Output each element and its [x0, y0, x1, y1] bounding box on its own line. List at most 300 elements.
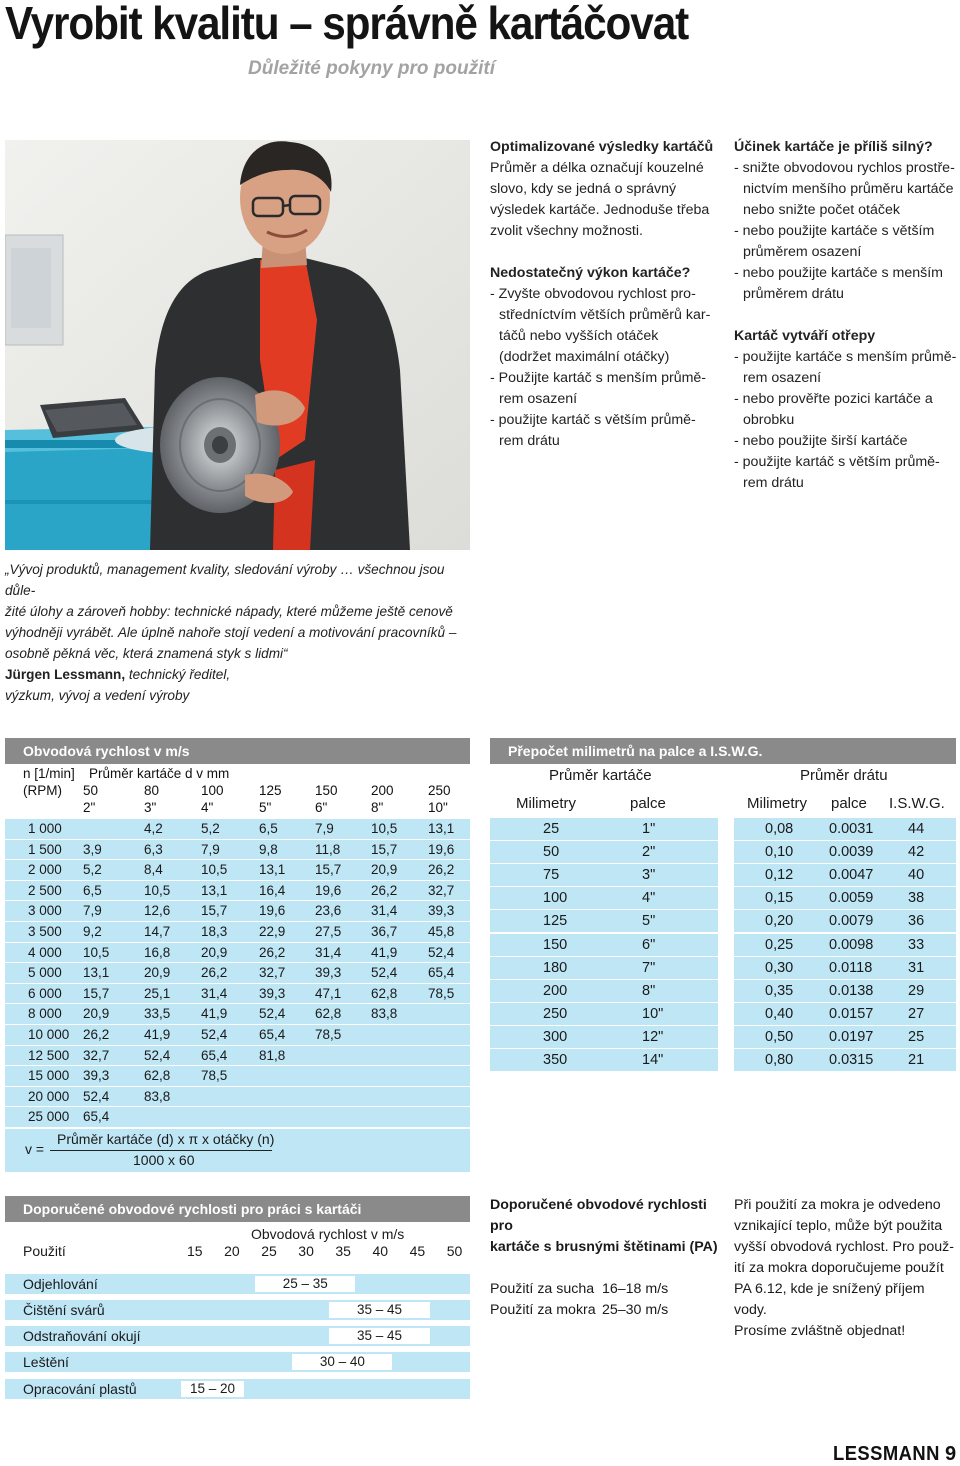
list-item-line: (dodržet maximální otáčky) — [499, 349, 670, 365]
inch-cell: 0.0059 — [829, 890, 874, 907]
speed-cell: 15,7 — [83, 985, 110, 1001]
rpm-cell: 6 000 — [28, 985, 62, 1001]
speed-range-bar: 35 – 45 — [329, 1328, 429, 1344]
dry-use-value: 16–18 m/s — [602, 1281, 669, 1297]
speed-cell: 62,8 — [371, 985, 398, 1001]
speed-cell: 65,4 — [83, 1109, 110, 1125]
table-row — [5, 901, 470, 921]
speed-cell: 32,7 — [428, 882, 455, 898]
diameter-inch-header: 8" — [371, 800, 384, 815]
mm-cell: 0,20 — [765, 913, 794, 930]
speed-axis-label: Obvodová rychlost v m/s — [251, 1226, 405, 1242]
speed-cell: 19,6 — [428, 841, 455, 857]
page-subtitle: Důležité pokyny pro použití — [248, 58, 496, 79]
speed-cell: 41,9 — [201, 1006, 228, 1022]
speed-scale-tick: 35 — [335, 1243, 351, 1259]
quote-line: „Vývoj produktů, management kvality, sledování výroby … všechnou jsou důle- — [5, 562, 445, 598]
wet-use-value: 25–30 m/s — [602, 1302, 669, 1318]
use-label: Čištění svárů — [23, 1302, 105, 1318]
rpm-cell: 5 000 — [28, 965, 62, 981]
speed-cell: 36,7 — [371, 924, 398, 939]
list-item-line: - Použijte kartáč s menším průmě- — [490, 370, 707, 386]
page-title: Vyrobit kvalitu – správně kartáčovat — [5, 0, 689, 49]
table-row — [734, 1003, 956, 1025]
speed-cell: 20,9 — [201, 944, 228, 960]
rpm-cell: 20 000 — [28, 1088, 70, 1104]
speed-cell: 23,6 — [315, 903, 342, 919]
photo-engineer-with-brush — [5, 140, 470, 550]
formula-fraction-line — [50, 1150, 272, 1151]
speed-cell: 78,5 — [428, 985, 455, 1001]
inch-header: palce — [630, 795, 666, 812]
paragraph-line: výsledek kartáče. Jednoduše třeba — [490, 202, 710, 218]
quote-block — [5, 559, 470, 706]
mm-cell: 0,35 — [765, 982, 794, 999]
speed-cell: 3,9 — [83, 841, 102, 857]
quote-author-role: technický ředitel, — [125, 667, 231, 682]
rpm-cell: 4 000 — [28, 944, 62, 960]
table-row — [5, 1107, 470, 1127]
quote-line: žité úlohy a zároveň hobby: technické nápady, které můžeme ještě cenově — [5, 604, 453, 619]
speed-cell: 6,5 — [259, 821, 278, 836]
formula-box — [5, 1129, 470, 1172]
use-label: Odstraňování okují — [23, 1328, 141, 1344]
iswg-cell: 33 — [908, 936, 925, 953]
iswg-cell: 36 — [908, 913, 925, 930]
mm-header: Milimetry — [747, 795, 807, 812]
table-row — [5, 963, 470, 983]
iswg-cell: 29 — [908, 982, 925, 999]
section-heading: kartáče s brusnými štětinami (PA) — [490, 1239, 718, 1255]
use-label: Leštění — [23, 1354, 69, 1370]
table-row — [5, 943, 470, 963]
table-row — [5, 1300, 470, 1320]
table-row — [5, 1025, 470, 1045]
rpm-cell: 15 000 — [28, 1068, 70, 1084]
speed-cell: 6,5 — [83, 882, 102, 898]
speed-cell: 19,6 — [259, 903, 286, 919]
speed-range-bar: 15 – 20 — [181, 1381, 244, 1397]
speed-cell: 18,3 — [201, 924, 228, 939]
diameter-inch-header: 6" — [315, 800, 328, 815]
mm-cell: 300 — [543, 1028, 568, 1045]
diameter-mm-header: 100 — [201, 783, 224, 798]
speed-cell: 45,8 — [428, 924, 455, 939]
quote-line: výhodněji vyrábět. Ale úplně nahoře stojí vedení a motivování pracovníků – — [5, 625, 457, 640]
paragraph-line: Průměr a délka označují kouzelné — [490, 160, 704, 176]
speed-cell: 9,2 — [83, 924, 102, 939]
diameter-mm-header: 125 — [259, 783, 282, 798]
list-item-line: - nebo použijte kartáče s menším — [734, 265, 943, 281]
speed-cell: 31,4 — [371, 903, 398, 919]
iswg-cell: 38 — [908, 890, 925, 907]
iswg-cell: 40 — [908, 867, 925, 884]
inch-cell: 0.0031 — [829, 821, 874, 837]
speed-cell: 5,2 — [83, 862, 102, 878]
quote-author: Jürgen Lessmann, — [5, 667, 126, 682]
speed-scale-tick: 25 — [261, 1243, 277, 1259]
speed-cell: 26,2 — [259, 944, 286, 960]
quote-line: osobně pěkná věc, která znamená styk s lidmi“ — [5, 646, 288, 661]
mm-cell: 150 — [543, 936, 568, 953]
speed-cell: 31,4 — [201, 985, 228, 1001]
mm-cell: 0,50 — [765, 1028, 794, 1045]
speed-cell: 65,4 — [201, 1047, 228, 1063]
table-row — [734, 910, 956, 932]
mm-cell: 200 — [543, 982, 568, 999]
list-item-line: průměrem osazení — [743, 244, 862, 260]
table-row — [734, 818, 956, 840]
speed-cell: 62,8 — [144, 1068, 171, 1084]
speed-cell: 10,5 — [83, 944, 110, 960]
speed-cell: 14,7 — [144, 924, 171, 939]
mm-cell: 0,10 — [765, 844, 794, 861]
table-row — [5, 1004, 470, 1024]
table-row — [490, 1049, 718, 1071]
mm-cell: 0,40 — [765, 1005, 794, 1022]
table-row — [490, 818, 718, 840]
speed-cell: 26,2 — [83, 1027, 110, 1042]
note-line: vyšší obvodová rychlost. Pro použ- — [734, 1239, 955, 1255]
table-row — [5, 922, 470, 942]
mm-cell: 0,80 — [765, 1052, 794, 1068]
speed-cell: 39,3 — [83, 1068, 110, 1084]
speed-cell: 13,1 — [201, 882, 228, 898]
speed-cell: 81,8 — [259, 1047, 286, 1063]
list-item-line: táčů nebo vyšších otáček — [499, 328, 659, 344]
speed-cell: 9,8 — [259, 841, 278, 857]
diameter-inch-header: 4" — [201, 800, 214, 815]
speed-cell: 13,1 — [428, 821, 455, 836]
inch-cell: 0.0047 — [829, 867, 874, 884]
list-item-line: - nebo prověřte pozici kartáče a — [734, 391, 933, 407]
speed-cell: 10,5 — [371, 821, 398, 836]
use-label: Opracování plastů — [23, 1381, 137, 1397]
speed-cell: 13,1 — [259, 862, 286, 878]
diameter-label: Průměr kartáče d v mm — [89, 766, 230, 781]
page-number: 9 — [945, 1443, 957, 1465]
speed-cell: 16,8 — [144, 944, 171, 960]
table-row — [5, 1274, 470, 1294]
inch-cell: 12" — [642, 1028, 664, 1045]
speed-scale-tick: 15 — [187, 1243, 203, 1259]
list-item-line: rem osazení — [499, 391, 578, 407]
speed-cell: 12,6 — [144, 903, 171, 919]
speed-cell: 20,9 — [371, 862, 398, 878]
tips-column-optimization — [490, 137, 725, 452]
mm-header: Milimetry — [516, 795, 576, 812]
inch-cell: 5" — [642, 913, 656, 930]
inch-cell: 7" — [642, 959, 656, 976]
note-line: ití za mokra doporučujeme použít — [734, 1260, 944, 1276]
speed-range-bar: 25 – 35 — [255, 1276, 355, 1292]
speed-cell: 78,5 — [315, 1027, 342, 1042]
inch-cell: 6" — [642, 936, 656, 953]
speed-cell: 65,4 — [259, 1027, 286, 1042]
recommended-speed-table-title: Doporučené obvodové rychlosti pro práci s kartáči — [5, 1196, 470, 1222]
rpm-cell: 10 000 — [28, 1027, 70, 1042]
inch-cell: 0.0315 — [829, 1052, 874, 1068]
speed-cell: 52,4 — [201, 1027, 228, 1042]
list-item-line: - nebo použijte kartáče s větším — [734, 223, 935, 239]
rpm-cell: 1 500 — [28, 841, 62, 857]
table-row — [490, 864, 718, 886]
inch-cell: 1" — [642, 821, 656, 837]
table-row — [5, 1066, 470, 1086]
rpm-cell: 3 000 — [28, 903, 62, 919]
speed-cell: 10,5 — [144, 882, 171, 898]
speed-cell: 26,2 — [428, 862, 455, 878]
table-row — [734, 887, 956, 909]
table-row — [5, 860, 470, 880]
speed-cell: 15,7 — [371, 841, 398, 857]
section-heading: Kartáč vytváří otřepy — [734, 328, 876, 344]
table-row — [5, 984, 470, 1004]
table-row — [490, 1003, 718, 1025]
paragraph-line: slovo, kdy se jedná o správný — [490, 181, 677, 197]
table-row — [734, 841, 956, 863]
speed-table-title: Obvodová rychlost v m/s — [5, 738, 470, 764]
mm-cell: 100 — [543, 890, 568, 907]
section-heading: Optimalizované výsledky kartáčů — [490, 139, 714, 155]
rpm-label: (RPM) — [23, 783, 62, 798]
speed-cell: 7,9 — [83, 903, 102, 919]
section-heading: Účinek kartáče je příliš silný? — [734, 139, 933, 155]
diameter-inch-header: 3" — [144, 800, 157, 815]
rpm-cell: 2 000 — [28, 862, 62, 878]
speed-cell: 52,4 — [428, 944, 455, 960]
mm-cell: 0,15 — [765, 890, 794, 907]
list-item-line: rem drátu — [743, 475, 804, 491]
iswg-cell: 21 — [908, 1052, 925, 1068]
mm-cell: 0,08 — [765, 821, 794, 837]
mm-cell: 0,30 — [765, 959, 794, 976]
brush-diameter-group: Průměr kartáče — [549, 767, 652, 784]
speed-cell: 13,1 — [83, 965, 110, 981]
rpm-cell: 3 500 — [28, 924, 62, 939]
mm-cell: 350 — [543, 1052, 568, 1068]
table-row — [490, 841, 718, 863]
list-item-line: nictvím menšího průměru kartáče — [743, 181, 954, 197]
rpm-cell: 25 000 — [28, 1109, 70, 1125]
diameter-mm-header: 80 — [144, 783, 160, 798]
table-row — [5, 1087, 470, 1107]
table-row — [734, 934, 956, 956]
inch-cell: 0.0138 — [829, 982, 874, 999]
rpm-cell: 8 000 — [28, 1006, 62, 1022]
list-item-line: průměrem drátu — [743, 286, 844, 302]
speed-cell: 32,7 — [259, 965, 286, 981]
table-row — [5, 840, 470, 860]
speed-cell: 7,9 — [201, 841, 220, 857]
speed-cell: 62,8 — [315, 1006, 342, 1022]
inch-cell: 0.0079 — [829, 913, 874, 930]
diameter-mm-header: 200 — [371, 783, 394, 798]
speed-scale-tick: 50 — [446, 1243, 463, 1259]
speed-cell: 31,4 — [315, 944, 342, 960]
speed-range-bar: 35 – 45 — [329, 1302, 429, 1318]
list-item-line: obrobku — [743, 412, 795, 428]
speed-cell: 20,9 — [144, 965, 171, 981]
speed-cell: 16,4 — [259, 882, 286, 898]
speed-cell: 15,7 — [315, 862, 342, 878]
wire-diameter-group: Průměr drátu — [800, 767, 888, 784]
diameter-inch-header: 5" — [259, 800, 272, 815]
list-item-line: - použijte kartáč s větším průmě- — [734, 454, 940, 470]
dry-use-label: Použití za sucha — [490, 1281, 595, 1297]
list-item-line: nebo snižte počet otáček — [743, 202, 900, 218]
table-row — [490, 980, 718, 1002]
mm-cell: 75 — [543, 867, 560, 884]
table-row — [734, 1026, 956, 1048]
mm-cell: 125 — [543, 913, 568, 930]
speed-cell: 25,1 — [144, 985, 171, 1001]
inch-cell: 3" — [642, 867, 656, 884]
table-row — [5, 1352, 470, 1372]
list-item-line: středníctvím větších průměrů kar- — [499, 307, 711, 323]
note-line: vznikající teplo, může být použita — [734, 1218, 943, 1234]
speed-cell: 39,3 — [259, 985, 286, 1001]
speed-cell: 22,9 — [259, 924, 286, 939]
speed-cell: 41,9 — [144, 1027, 171, 1042]
mm-cell: 0,12 — [765, 867, 794, 884]
speed-cell: 83,8 — [144, 1088, 171, 1104]
section-heading: Nedostatečný výkon kartáče? — [490, 265, 691, 281]
speed-scale-tick: 45 — [409, 1243, 426, 1259]
note-line: Při použití za mokra je odvedeno — [734, 1197, 941, 1213]
diameter-inch-header: 2" — [83, 800, 96, 815]
table-row — [490, 1026, 718, 1048]
speed-range-bar: 30 – 40 — [292, 1354, 392, 1370]
table-row — [490, 934, 718, 956]
iswg-cell: 27 — [908, 1005, 925, 1022]
speed-scale-tick: 40 — [372, 1243, 389, 1259]
section-heading: Doporučené obvodové rychlosti pro — [490, 1197, 707, 1234]
table-row — [734, 1049, 956, 1071]
table-row — [5, 819, 470, 839]
speed-cell: 5,2 — [201, 821, 220, 836]
speed-cell: 10,5 — [201, 862, 228, 878]
speed-cell: 65,4 — [428, 965, 455, 981]
table-row — [490, 887, 718, 909]
mm-cell: 250 — [543, 1005, 568, 1022]
mm-cell: 50 — [543, 844, 560, 861]
speed-cell: 52,4 — [259, 1006, 286, 1022]
speed-cell: 83,8 — [371, 1006, 398, 1022]
speed-cell: 4,2 — [144, 821, 163, 836]
inch-cell: 0.0118 — [829, 959, 873, 976]
diameter-inch-header: 10" — [428, 800, 448, 815]
list-item-line: - použijte kartáče s menším průmě- — [734, 349, 957, 365]
speed-cell: 20,9 — [83, 1006, 110, 1022]
speed-cell: 6,3 — [144, 841, 163, 857]
speed-cell: 7,9 — [315, 821, 334, 836]
iswg-cell: 44 — [908, 821, 925, 837]
use-label: Odjehlování — [23, 1276, 98, 1292]
list-item-line: - nebo použijte širší kartáče — [734, 433, 908, 449]
use-column-label: Použití — [23, 1243, 66, 1259]
diameter-mm-header: 250 — [428, 783, 451, 798]
rpm-cell: 1 000 — [28, 821, 62, 836]
inch-cell: 2" — [642, 844, 656, 861]
iswg-header: I.S.W.G. — [889, 795, 945, 812]
lessmann-logo: LESSMANN — [833, 1443, 940, 1465]
speed-cell: 47,1 — [315, 985, 342, 1001]
inch-cell: 0.0157 — [829, 1005, 874, 1022]
table-row — [5, 881, 470, 901]
speed-cell: 32,7 — [83, 1047, 110, 1063]
table-row — [5, 1379, 470, 1399]
table-row — [5, 1046, 470, 1066]
inch-cell: 14" — [642, 1052, 664, 1068]
speed-cell: 39,3 — [315, 965, 342, 981]
quote-author-dept: výzkum, vývoj a vedení výroby — [5, 688, 190, 703]
speed-cell: 15,7 — [201, 903, 228, 919]
speed-cell: 26,2 — [201, 965, 228, 981]
speed-cell: 19,6 — [315, 882, 342, 898]
speed-cell: 33,5 — [144, 1006, 171, 1022]
table-row — [490, 910, 718, 932]
speed-cell: 52,4 — [144, 1047, 171, 1063]
mm-cell: 25 — [543, 821, 560, 837]
iswg-cell: 31 — [908, 959, 925, 976]
wet-use-label: Použití za mokra — [490, 1302, 596, 1318]
rpm-cell: 12 500 — [28, 1047, 70, 1063]
speed-cell: 39,3 — [428, 903, 455, 919]
list-item-line: rem osazení — [743, 370, 822, 386]
speed-cell: 52,4 — [83, 1088, 110, 1104]
formula-denominator: 1000 x 60 — [133, 1152, 195, 1168]
speed-cell: 78,5 — [201, 1068, 228, 1084]
list-item-line: - snižte obvodovou rychlos prostře- — [734, 160, 955, 176]
wet-use-note — [734, 1195, 960, 1342]
speed-cell: 26,2 — [371, 882, 398, 898]
speed-cell: 27,5 — [315, 924, 342, 939]
speed-cell: 52,4 — [371, 965, 398, 981]
inch-cell: 4" — [642, 890, 656, 907]
inch-cell: 8" — [642, 982, 656, 999]
inch-cell: 0.0039 — [829, 844, 874, 861]
iswg-cell: 25 — [908, 1028, 925, 1045]
inch-cell: 0.0098 — [829, 936, 874, 953]
note-line: Prosíme zvláštně objednat! — [734, 1323, 906, 1339]
inch-cell: 0.0197 — [829, 1028, 874, 1045]
diameter-mm-header: 50 — [83, 783, 99, 798]
abrasive-brush-speeds — [490, 1195, 725, 1321]
speed-cell: 41,9 — [371, 944, 398, 960]
table-row — [734, 980, 956, 1002]
tips-column-effect — [734, 137, 960, 494]
formula-v: v = — [25, 1141, 45, 1157]
mm-cell: 180 — [543, 959, 568, 976]
table-row — [5, 1326, 470, 1346]
list-item-line: rem drátu — [499, 433, 560, 449]
speed-cell: 11,8 — [315, 841, 341, 857]
speed-scale-tick: 30 — [298, 1243, 314, 1259]
table-row — [734, 864, 956, 886]
rpm-cell: 2 500 — [28, 882, 62, 898]
table-row — [490, 957, 718, 979]
paragraph-line: zvolit všechny možnosti. — [490, 223, 643, 239]
diameter-mm-header: 150 — [315, 783, 338, 798]
speed-scale-tick: 20 — [224, 1243, 240, 1259]
conversion-table-title: Přepočet milimetrů na palce a I.S.W.G. — [490, 738, 956, 764]
mm-cell: 0,25 — [765, 936, 794, 953]
inch-cell: 10" — [642, 1005, 664, 1022]
rpm-label: n [1/min] — [23, 766, 75, 781]
inch-header: palce — [831, 795, 867, 812]
formula-numerator: Průměr kartáče (d) x π x otáčky (n) — [57, 1131, 275, 1147]
